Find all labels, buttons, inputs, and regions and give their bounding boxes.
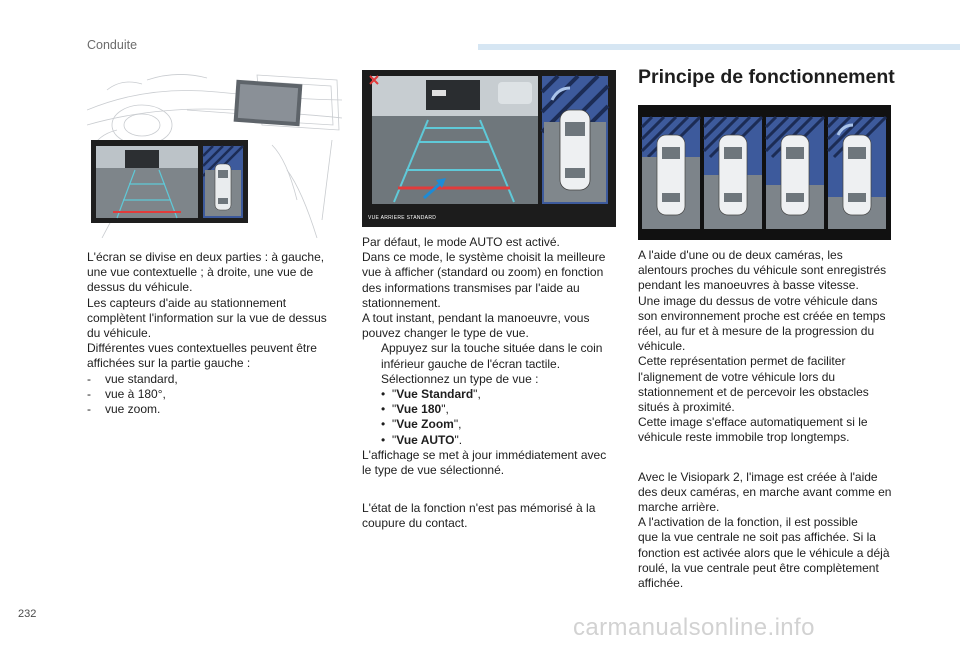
bullet-marker: •	[381, 387, 386, 402]
intro-line: vue à afficher (standard ou zoom) en fonction	[362, 265, 604, 280]
para-line: situés à proximité.	[638, 400, 735, 415]
para-line: son environnement proche est créée en temps	[638, 308, 886, 323]
intro-line: Par défaut, le mode AUTO est activé.	[362, 235, 560, 249]
top-view-sequence	[638, 105, 891, 240]
column-right-text	[638, 248, 908, 591]
para-line: l'alignement de votre véhicule lors du	[638, 369, 836, 384]
para-line: fonction est activée alors que le véhicule a déjà	[638, 545, 890, 560]
step-line: inférieur gauche de l'écran tactile.	[381, 356, 561, 371]
intro-line: Dans ce mode, le système choisit la meilleure	[362, 250, 606, 265]
column-left-text	[87, 250, 347, 417]
para-line: réel, au fur et à mesure de la progression du	[638, 324, 875, 339]
para-line: pendant les manoeuvres à basse vitesse.	[638, 278, 859, 293]
watermark: carmanualsonline.info	[573, 614, 815, 641]
para-line: marche arrière.	[638, 500, 720, 515]
list-item	[87, 402, 347, 417]
header-accent-bar	[478, 44, 960, 50]
para-line: véhicule.	[638, 339, 686, 354]
intro-line: une vue contextuelle ; à droite, une vue de	[87, 265, 314, 280]
view-option: • "Vue Zoom",	[381, 417, 462, 432]
view-option-name: Vue 180	[396, 402, 442, 417]
dash-marker: -	[87, 386, 91, 401]
view-option-punct: ,	[458, 417, 462, 432]
para-line: véhicule reste immobile trop longtemps.	[638, 430, 850, 445]
para-line: alentours proches du véhicule sont enregistrés	[638, 263, 887, 278]
after-line: L'affichage se met à jour immédiatement avec	[362, 447, 607, 462]
para-line: des deux caméras, en marche avant comme en	[638, 484, 892, 499]
view-option: • "Vue 180",	[381, 402, 449, 417]
para-line: que la vue centrale ne soit pas affichée. Si la	[638, 530, 876, 545]
rear-camera-screen	[362, 70, 616, 227]
note-line: L'état de la fonction n'est pas mémorisé à la	[362, 501, 596, 516]
list-item	[87, 387, 347, 402]
intro-line: stationnement.	[362, 295, 441, 310]
list-item	[87, 372, 347, 387]
para-line: A l'activation de la fonction, il est possible	[638, 515, 858, 530]
list-item-text: vue standard,	[105, 371, 178, 386]
step-line: Appuyez sur la touche située dans le coin	[381, 341, 603, 356]
bullet-marker: •	[381, 402, 386, 417]
intro-line: dessus du véhicule.	[87, 280, 193, 295]
after-line: le type de vue sélectionné.	[362, 463, 505, 478]
para-line: Avec le Visiopark 2, l'image est créée à l'aide	[638, 469, 878, 484]
intro-line: du véhicule.	[87, 326, 152, 341]
intro-line: complètent l'information sur la vue de dessus	[87, 310, 327, 325]
view-option-punct: .	[458, 432, 463, 447]
intro-line: A tout instant, pendant la manoeuvre, vous	[362, 311, 590, 326]
cockpit-illustration	[87, 70, 342, 238]
view-option-punct: ,	[445, 402, 449, 417]
intro-line: Différentes vues contextuelles peuvent être	[87, 341, 317, 356]
para-line: Cette image s'efface automatiquement si le	[638, 415, 868, 430]
view-option: • "Vue Standard",	[381, 387, 481, 402]
list-item-text: vue à 180°,	[105, 386, 166, 401]
instruction-step	[362, 341, 627, 371]
view-option-name: Vue Standard	[396, 387, 474, 402]
bullet-marker: •	[381, 417, 386, 432]
view-option-punct: ,	[477, 387, 481, 402]
para-line: roulé, la vue centrale peut être complètement	[638, 560, 879, 575]
view-option: • "Vue AUTO".	[381, 432, 463, 447]
dash-marker: -	[87, 402, 91, 417]
para-line: Une image du dessus de votre véhicule dans	[638, 293, 878, 308]
intro-line: affichées sur la partie gauche :	[87, 356, 251, 371]
para-line: affichée.	[638, 576, 684, 591]
step-line: Sélectionnez un type de vue :	[381, 371, 539, 386]
view-option-name: Vue Zoom	[396, 417, 454, 432]
list-item-text: vue zoom.	[105, 402, 161, 417]
para-line: A l'aide d'une ou de deux caméras, les	[638, 248, 843, 262]
dash-marker: -	[87, 371, 91, 386]
intro-line: L'écran se divise en deux parties : à gauche,	[87, 250, 325, 264]
para-line: stationnement et de percevoir les obstacles	[638, 384, 869, 399]
page-number: 232	[18, 608, 37, 620]
intro-line: des informations transmises par l'aide au	[362, 280, 580, 295]
screen-caption: VUE ARRIERE STANDARD	[368, 215, 437, 221]
instruction-step	[362, 372, 627, 387]
section-title: Principe de fonctionnement	[638, 66, 895, 88]
column-middle-text	[362, 235, 627, 532]
view-option-name: Vue AUTO	[396, 432, 455, 447]
intro-line: pouvez changer le type de vue.	[362, 326, 529, 341]
bullet-marker: •	[381, 432, 386, 447]
para-line: Cette représentation permet de faciliter	[638, 354, 846, 369]
note-line: coupure du contact.	[362, 516, 468, 531]
section-header: Conduite	[87, 38, 138, 52]
intro-line: Les capteurs d'aide au stationnement	[87, 295, 287, 310]
